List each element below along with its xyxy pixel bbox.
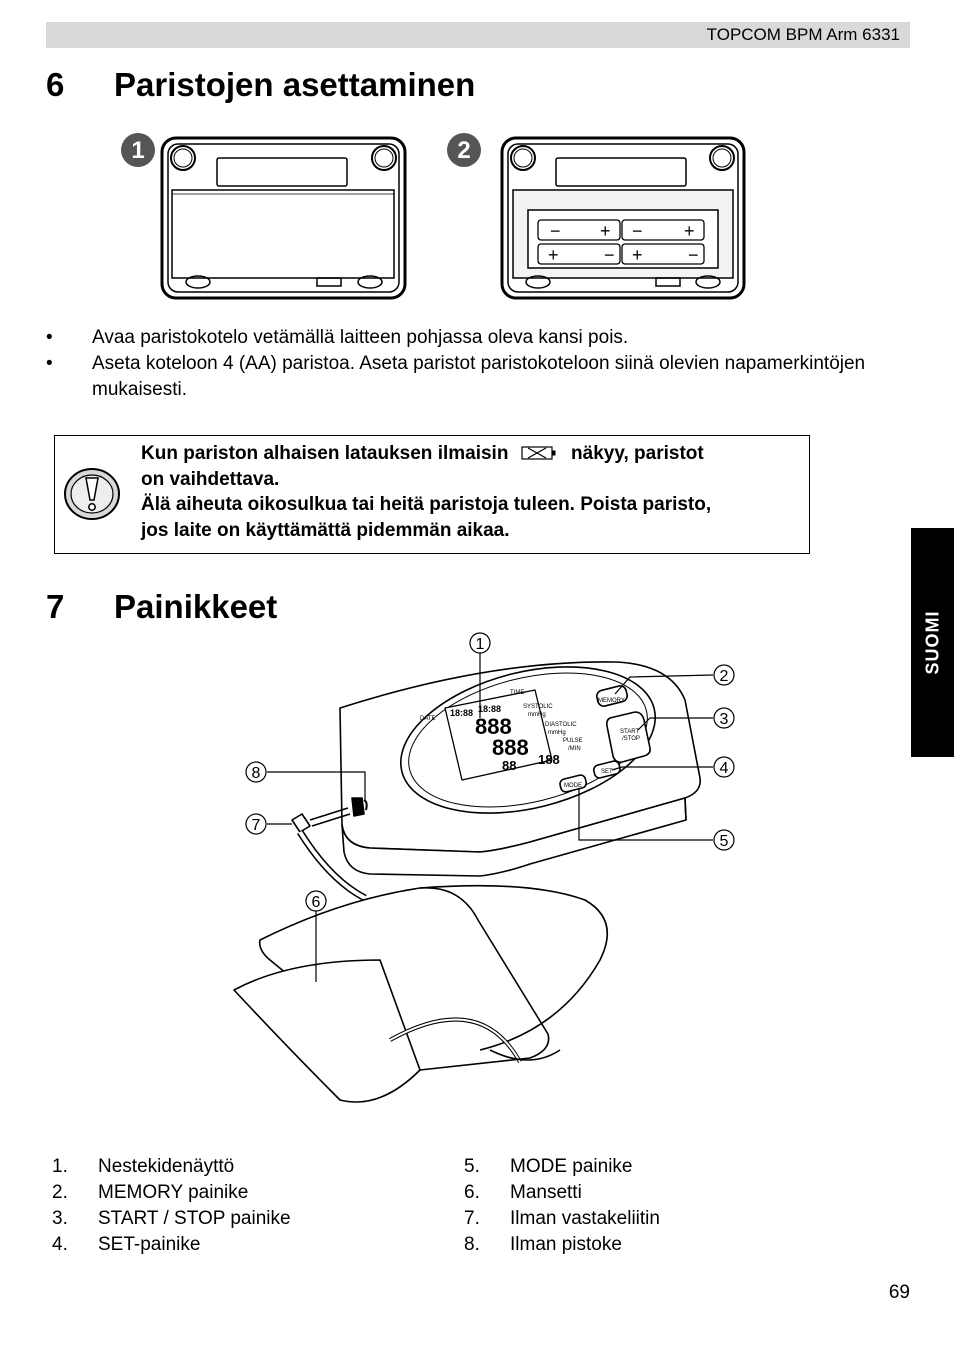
section-7-heading (46, 588, 546, 628)
section-7-title: Painikkeet (114, 588, 278, 625)
bullet-symbol: • (46, 327, 53, 348)
lcd-unit-label-2: mmHg (548, 730, 566, 736)
list-item-number: 3. (52, 1208, 68, 1229)
warning-note-text (141, 441, 806, 543)
list-item-text: Nestekidenäyttö (98, 1156, 235, 1177)
list-item-number: 1. (52, 1156, 68, 1177)
lcd-diastolic-digits: 888 (492, 735, 529, 760)
callout-8: 8 (251, 765, 261, 782)
lcd-unit-label: mmHg (528, 712, 546, 718)
callout-7: 7 (251, 817, 261, 834)
callout-1: 1 (475, 636, 485, 653)
list-item-number: 2. (52, 1182, 68, 1203)
lcd-permin-label: /MIN (568, 746, 581, 752)
polarity-6: − (604, 245, 615, 265)
lcd-pulse-label: PULSE (563, 738, 583, 744)
bullet-text-1: Avaa paristokotelo vetämällä laitteen pohjassa oleva kansi pois. (92, 327, 629, 348)
list-item-text: Mansetti (510, 1182, 582, 1203)
section-6-bullets (46, 325, 876, 405)
polarity-4: + (684, 221, 695, 241)
stop-button-label: /STOP (622, 736, 640, 742)
section-7-number: 7 (46, 588, 65, 625)
figure-2 (447, 133, 744, 298)
note-line-2: on vaihdettava. (141, 468, 280, 490)
lcd-systolic-label: SYSTOLIC (523, 704, 553, 710)
list-item-text: MODE painike (510, 1156, 633, 1177)
callout-6: 6 (311, 894, 321, 911)
polarity-8: − (688, 245, 699, 265)
section-6-heading (46, 66, 646, 106)
polarity-2: + (600, 221, 611, 241)
list-item-text: SET-painike (98, 1234, 201, 1255)
section-6-number: 6 (46, 66, 65, 103)
figure-1-label: 1 (131, 137, 145, 164)
callout-3: 3 (719, 711, 729, 728)
lcd-time-digits: 18:88 (478, 704, 502, 714)
polarity-7: + (632, 245, 643, 265)
lcd-time-label: TIME (510, 690, 525, 696)
lcd-memory-digits: 88 (502, 758, 517, 773)
figure-1 (121, 133, 405, 298)
callout-2: 2 (719, 668, 729, 685)
note-line-1a: Kun pariston alhaisen latauksen ilmaisin (141, 443, 509, 464)
callout-5: 5 (719, 833, 729, 850)
memory-button-label: MEMORY (598, 698, 625, 704)
page-number: 69 (888, 1282, 910, 1303)
bullet-text-2: Aseta koteloon 4 (AA) paristoa. Aseta paristot paristokoteloon siinä olevien napamerkintöjen mukaisesti. (92, 353, 866, 400)
lcd-pulse-digits: 188 (538, 752, 560, 767)
polarity-3: − (632, 221, 643, 241)
header-title: TOPCOM BPM Arm 6331 (706, 25, 900, 44)
list-item-text: START / STOP painike (98, 1208, 291, 1229)
device-illustration (230, 630, 760, 1130)
low-battery-icon (520, 444, 560, 462)
start-button-label: START (620, 729, 640, 735)
bullet-symbol: • (46, 353, 53, 374)
list-item-number: 8. (464, 1234, 480, 1255)
section-6-title: Paristojen asettaminen (114, 66, 476, 103)
lcd-systolic-digits: 888 (475, 714, 512, 739)
lcd-date-digits: 18:88 (450, 708, 474, 718)
mode-button-label: MODE (564, 783, 582, 789)
note-line-4: jos laite on käyttämättä pidemmän aikaa. (141, 519, 510, 541)
lcd-diastolic-label: DIASTOLIC (545, 722, 577, 728)
polarity-1: − (550, 221, 561, 241)
list-item-number: 5. (464, 1156, 480, 1177)
polarity-5: + (548, 245, 559, 265)
note-line-1b: näkyy, paristot (571, 443, 704, 464)
list-item-text: Ilman pistoke (510, 1234, 622, 1255)
lcd-date-label: DATE (420, 716, 436, 722)
note-line-3: Älä aiheuta oikosulkua tai heitä paristoja tuleen. Poista paristo, (141, 494, 712, 515)
list-item-text: Ilman vastakeliitin (510, 1208, 660, 1229)
warning-exclamation-icon (62, 466, 122, 522)
language-tab-label: SUOMI (922, 610, 943, 675)
set-button-label: SET (601, 769, 613, 775)
list-item-number: 4. (52, 1234, 68, 1255)
list-item-number: 7. (464, 1208, 480, 1229)
parts-list (52, 1154, 892, 1264)
list-item-number: 6. (464, 1182, 480, 1203)
battery-figures (110, 128, 760, 308)
callout-4: 4 (719, 760, 729, 777)
figure-2-label: 2 (457, 137, 471, 164)
list-item-text: MEMORY painike (98, 1182, 249, 1203)
